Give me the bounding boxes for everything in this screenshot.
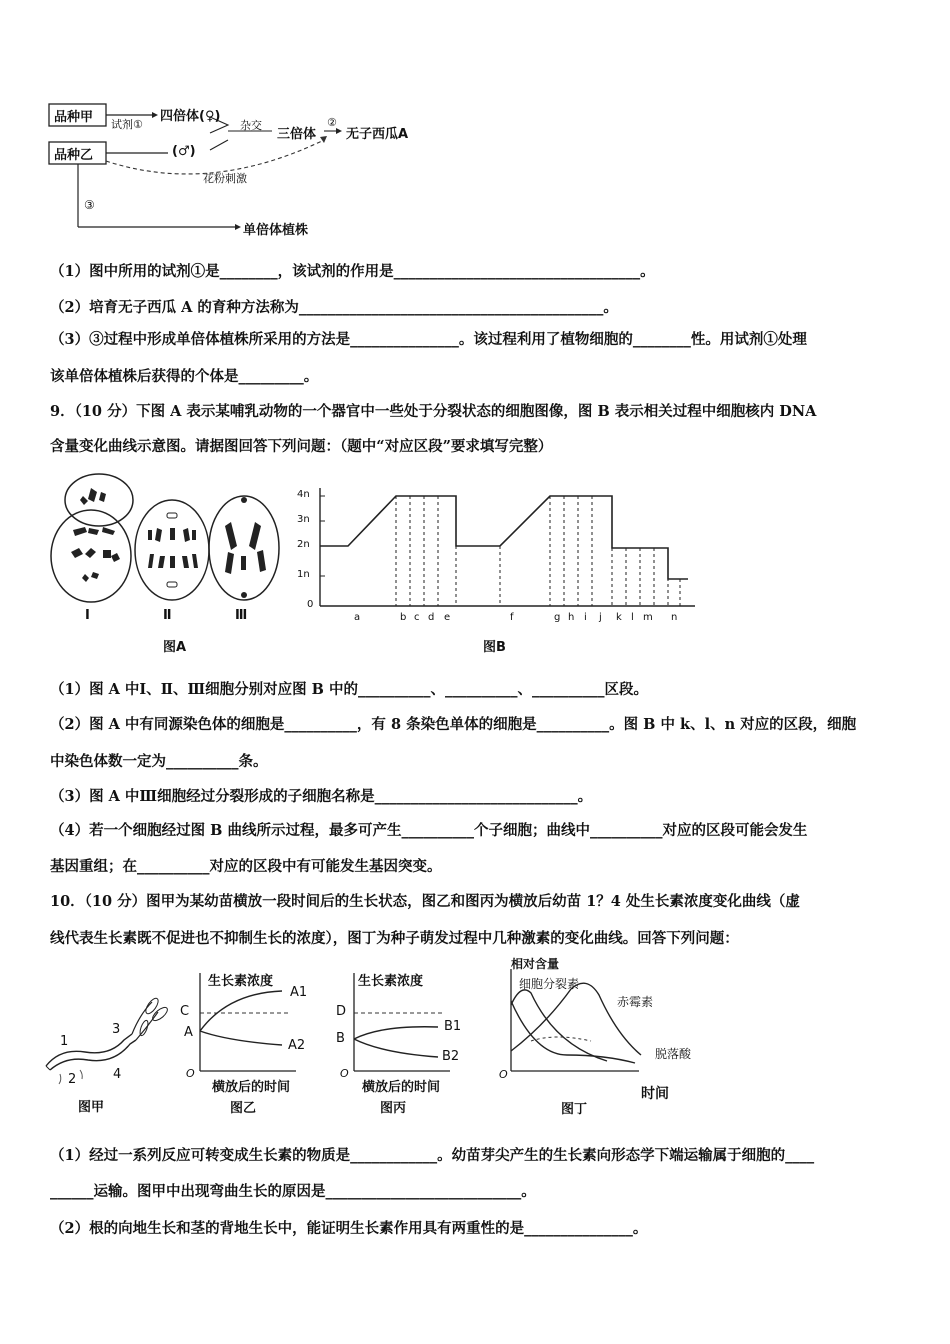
cross-label: 杂交 <box>240 119 262 132</box>
figure-bing <box>332 965 487 1120</box>
seedling-label-1: 1 <box>60 1034 69 1049</box>
q10-sub2: （2）根的向地生长和茎的背地生长中，能证明生长素作用具有两重性的是_______________。 <box>50 1220 648 1237</box>
yi-origin: O <box>186 1067 195 1080</box>
segment-j: j <box>599 612 602 623</box>
yi-ylabel: 生长素浓度 <box>208 974 274 989</box>
segment-i: i <box>584 612 587 623</box>
bing-xlabel: 横放后的时间 <box>362 1080 441 1095</box>
q9-stem-line2: 含量变化曲线示意图。请据图回答下列问题：（题中“对应区段”要求填写完整） <box>50 438 553 455</box>
yi-point-c: C <box>180 1004 190 1019</box>
ding-origin: O <box>499 1068 508 1081</box>
triploid-label: 三倍体 <box>277 127 317 142</box>
step3-label: ③ <box>84 198 95 212</box>
y-tick-3n: 3n <box>297 514 310 525</box>
bing-ylabel: 生长素浓度 <box>358 974 424 989</box>
seedling-label-4: 4 <box>113 1067 122 1082</box>
segment-e: e <box>444 612 451 623</box>
q10-stem-line1: 10．（10 分）图甲为某幼苗横放一段时间后的生长状态，图乙和图丙为横放后幼苗 1？4 处生长素浓度变化曲线（虚 <box>50 893 800 910</box>
bing-curve-b1: B1 <box>444 1019 462 1034</box>
figure-ding <box>495 955 725 1120</box>
y-tick-0: 0 <box>307 599 314 610</box>
segment-f: f <box>510 612 514 623</box>
seedling-label-2: 2 <box>68 1072 77 1087</box>
q9-figure-a <box>45 470 285 655</box>
segment-k: k <box>616 612 622 623</box>
figure-jia <box>40 990 170 1120</box>
segment-d: d <box>428 612 435 623</box>
figure-a-caption: 图A <box>163 640 187 655</box>
q9-sub4: （4）若一个细胞经过图 B 曲线所示过程，最多可产生__________个子细胞；曲线中__________对应的区段可能会发生 <box>50 822 808 839</box>
segment-l: l <box>631 612 634 623</box>
ding-series-abscisic-acid: 脱落酸 <box>655 1047 692 1061</box>
tetraploid-label: 四倍体(♀) <box>160 109 221 124</box>
ding-series-gibberellin: 赤霉素 <box>617 995 654 1009</box>
q9-sub2-cont: 中染色体数一定为__________条。 <box>50 753 268 770</box>
reagent-label: 试剂① <box>111 118 143 131</box>
y-tick-4n: 4n <box>297 489 310 500</box>
q10-sub1: （1）经过一系列反应可转变成生长素的物质是____________。幼苗芽尖产生的生长素向形态学下端运输属于细胞的____ <box>50 1147 815 1164</box>
q9-sub2: （2）图 A 中有同源染色体的细胞是__________，有 8 条染色单体的细胞是__________。图 B 中 k、l、n 对应的区段，细胞 <box>50 716 857 733</box>
yi-curve-a1: A1 <box>290 985 308 1000</box>
segment-c: c <box>414 612 420 623</box>
q9-stem-line1: 9．（10 分）下图 A 表示某哺乳动物的一个器官中一些处于分裂状态的细胞图像，图 B 表示相关过程中细胞核内 DNA <box>50 403 817 420</box>
ding-xlabel: 时间 <box>641 1086 669 1102</box>
segment-n: n <box>671 612 678 623</box>
q9-sub1: （1）图 A 中Ⅰ、Ⅱ、Ⅲ细胞分别对应图 B 中的__________、__________、__________区段。 <box>50 681 648 698</box>
figure-yi-caption: 图乙 <box>230 1101 257 1116</box>
q8-sub3: （3）③过程中形成单倍体植株所采用的方法是_______________。该过程利用了植物细胞的________性。用试剂①处理 <box>50 331 807 348</box>
bing-point-d: D <box>336 1004 347 1019</box>
figure-bing-caption: 图丙 <box>380 1101 407 1116</box>
q9-sub3: （3）图 A 中Ⅲ细胞经过分裂形成的子细胞名称是____________________________。 <box>50 788 593 805</box>
segment-m: m <box>643 612 653 623</box>
bing-origin: O <box>340 1067 349 1080</box>
yi-point-a: A <box>184 1025 193 1040</box>
q8-sub2: （2）培育无子西瓜 A 的育种方法称为__________________________________________。 <box>50 299 618 316</box>
variety-b-box: 品种乙 <box>54 148 94 163</box>
step2-label: ② <box>327 116 337 129</box>
seedless-label: 无子西瓜A <box>346 127 409 142</box>
segment-g: g <box>554 612 561 623</box>
pollen-label: 花粉刺激 <box>203 172 247 185</box>
q8-sub1: （1）图中所用的试剂①是________，该试剂的作用是__________________________________。 <box>50 263 655 280</box>
figure-yi <box>178 965 328 1120</box>
male-label: (♂) <box>172 144 196 159</box>
figure-b-caption: 图B <box>483 640 506 655</box>
cell-label-1: Ⅰ <box>85 608 90 623</box>
figure-ding-caption: 图丁 <box>561 1102 588 1117</box>
q10-sub1-cont: ______运输。图甲中出现弯曲生长的原因是___________________________。 <box>50 1183 536 1200</box>
cell-label-2: Ⅱ <box>163 608 172 623</box>
ding-series-cytokinin: 细胞分裂素 <box>519 977 580 991</box>
ding-ylabel: 相对含量 <box>511 957 560 971</box>
variety-a-box: 品种甲 <box>54 110 94 125</box>
y-tick-1n: 1n <box>297 569 310 580</box>
y-tick-2n: 2n <box>297 539 310 550</box>
q8-sub3-cont: 该单倍体植株后获得的个体是_________。 <box>50 368 319 385</box>
bing-curve-b2: B2 <box>442 1049 460 1064</box>
q9-sub4-cont: 基因重组；在__________对应的区段中有可能发生基因突变。 <box>50 858 442 875</box>
yi-xlabel: 横放后的时间 <box>212 1080 291 1095</box>
seedling-label-3: 3 <box>112 1022 121 1037</box>
cell-label-3: Ⅲ <box>235 608 248 623</box>
haploid-label: 单倍体植株 <box>243 223 309 238</box>
figure-jia-caption: 图甲 <box>78 1100 105 1115</box>
cell-drawings <box>45 470 285 630</box>
dna-curve-chart <box>290 478 710 628</box>
bing-point-b: B <box>336 1031 345 1046</box>
segment-b: b <box>400 612 407 623</box>
breeding-diagram <box>40 95 460 245</box>
segment-a: a <box>354 612 361 623</box>
q9-figure-b <box>290 478 710 658</box>
yi-curve-a2: A2 <box>288 1038 306 1053</box>
segment-h: h <box>568 612 575 623</box>
q10-stem-line2: 线代表生长素既不促进也不抑制生长的浓度），图丁为种子萌发过程中几种激素的变化曲线。回答下列问题： <box>50 930 739 947</box>
